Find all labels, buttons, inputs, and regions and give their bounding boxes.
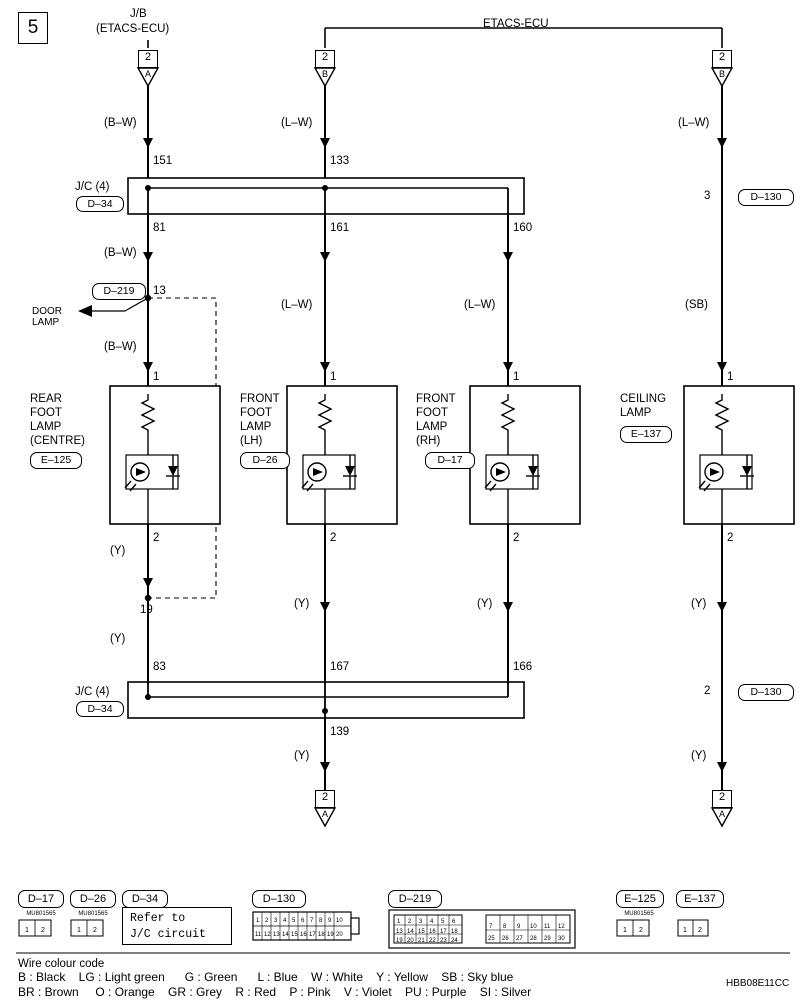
pin-number-81: 81 bbox=[153, 222, 166, 234]
connector-pin-bottom-a1: 2 bbox=[315, 790, 335, 808]
svg-text:17: 17 bbox=[440, 929, 447, 935]
svg-text:1: 1 bbox=[623, 927, 627, 934]
connector-pin-top-b1: 2 bbox=[315, 50, 335, 68]
svg-text:17: 17 bbox=[309, 932, 316, 938]
svg-text:4: 4 bbox=[283, 918, 287, 924]
svg-text:4: 4 bbox=[430, 919, 434, 925]
lamp-pin-top-1: 1 bbox=[153, 371, 160, 383]
svg-text:14: 14 bbox=[407, 929, 414, 935]
lamp-name-rear-foot-centre: REAR FOOT LAMP (CENTRE) bbox=[30, 393, 85, 447]
footer-note-d34-line2: J/C circuit bbox=[130, 928, 206, 941]
connector-code-d130-bottom: D–130 bbox=[738, 684, 794, 701]
connector-letter-bottom-a2: A bbox=[719, 809, 726, 819]
wire-colour-upper-3: (L–W) bbox=[678, 117, 710, 129]
svg-text:12: 12 bbox=[558, 924, 565, 930]
wire-colour-mid-2: (L–W) bbox=[281, 299, 313, 311]
svg-text:13: 13 bbox=[396, 929, 403, 935]
svg-text:24: 24 bbox=[451, 938, 458, 944]
connector-letter-top-b1: B bbox=[322, 69, 329, 79]
footer-code-e137: E–137 bbox=[676, 890, 724, 908]
svg-text:29: 29 bbox=[544, 936, 551, 942]
svg-text:2: 2 bbox=[698, 927, 702, 934]
svg-text:1: 1 bbox=[25, 927, 29, 934]
wire-colour-upper-2: (L–W) bbox=[281, 117, 313, 129]
wire-colour-y-6: (Y) bbox=[691, 750, 707, 762]
svg-text:12: 12 bbox=[264, 932, 271, 938]
wire-colour-y-1b: (Y) bbox=[110, 633, 126, 645]
svg-text:6: 6 bbox=[301, 918, 305, 924]
svg-text:3: 3 bbox=[419, 919, 423, 925]
svg-text:9: 9 bbox=[517, 924, 521, 930]
lamp-name-front-foot-lh: FRONT FOOT LAMP (LH) bbox=[240, 393, 280, 447]
lamp-pin-bottom-3: 2 bbox=[513, 532, 520, 544]
svg-text:11: 11 bbox=[255, 932, 262, 938]
svg-text:30: 30 bbox=[558, 936, 565, 942]
wire-colour-mid-1: (B–W) bbox=[104, 247, 137, 259]
lamp-pin-top-2: 1 bbox=[330, 371, 337, 383]
lamp-code-e137: E–137 bbox=[620, 426, 672, 443]
jb-label-line1: J/B bbox=[130, 8, 147, 20]
wire-colour-y-3: (Y) bbox=[477, 598, 493, 610]
pin-number-167: 167 bbox=[330, 661, 350, 673]
lamp-pin-bottom-2: 2 bbox=[330, 532, 337, 544]
wire-colour-sb: (SB) bbox=[685, 299, 708, 311]
connector-pin-bottom-a2: 2 bbox=[712, 790, 732, 808]
footer-part-d26: MU801565 bbox=[78, 911, 108, 917]
svg-text:8: 8 bbox=[503, 924, 507, 930]
svg-text:16: 16 bbox=[300, 932, 307, 938]
footer-code-d26: D–26 bbox=[70, 890, 116, 908]
footer-code-e125: E–125 bbox=[616, 890, 664, 908]
pin-number-151: 151 bbox=[153, 155, 173, 167]
svg-text:28: 28 bbox=[530, 936, 537, 942]
svg-text:6: 6 bbox=[452, 919, 456, 925]
pin-number-19: 19 bbox=[140, 604, 153, 616]
lamp-name-ceiling: CEILING LAMP bbox=[620, 393, 667, 419]
connector-letter-top-b2: B bbox=[719, 69, 726, 79]
pin-number-161: 161 bbox=[330, 222, 350, 234]
connector-pin-top-b2: 2 bbox=[712, 50, 732, 68]
footer-connector-icon-d17 bbox=[17, 918, 67, 940]
svg-text:18: 18 bbox=[451, 929, 458, 935]
svg-text:3: 3 bbox=[274, 918, 278, 924]
wire-colour-after-door: (B–W) bbox=[104, 341, 137, 353]
connector-letter-bottom-a1: A bbox=[322, 809, 329, 819]
svg-text:21: 21 bbox=[418, 938, 425, 944]
connector-letter-top-a: A bbox=[145, 69, 152, 79]
jb-label-line2: (ETACS-ECU) bbox=[96, 23, 170, 35]
svg-text:18: 18 bbox=[318, 932, 325, 938]
svg-text:15: 15 bbox=[291, 932, 298, 938]
svg-text:25: 25 bbox=[488, 936, 495, 942]
jc-upper-code: D–34 bbox=[76, 196, 124, 212]
svg-text:5: 5 bbox=[441, 919, 445, 925]
svg-text:26: 26 bbox=[502, 936, 509, 942]
pin-number-139: 139 bbox=[330, 726, 350, 738]
wire-colour-code-title: Wire colour code bbox=[18, 958, 105, 970]
jc-lower-code: D–34 bbox=[76, 701, 124, 717]
svg-text:2: 2 bbox=[265, 918, 269, 924]
wire-colour-y-1: (Y) bbox=[110, 545, 126, 557]
svg-text:8: 8 bbox=[319, 918, 323, 924]
lamp-code-d26: D–26 bbox=[240, 452, 290, 469]
wire-colour-mid-3: (L–W) bbox=[464, 299, 496, 311]
wire-colour-code-line2: BR : Brown O : Orange GR : Grey R : Red P : Pink V : Violet PU : Purple SI : Silver bbox=[18, 985, 532, 999]
wire-colour-y-4: (Y) bbox=[691, 598, 707, 610]
footer-connector-icon-d219 bbox=[388, 906, 588, 952]
svg-text:2: 2 bbox=[93, 927, 97, 934]
svg-text:22: 22 bbox=[429, 938, 436, 944]
pin-number-133: 133 bbox=[330, 155, 350, 167]
footer-connector-icon-d26 bbox=[69, 918, 119, 940]
svg-text:19: 19 bbox=[396, 938, 403, 944]
lamp-code-d17: D–17 bbox=[425, 452, 475, 469]
pin-number-13: 13 bbox=[153, 285, 166, 297]
footer-part-d17: MU801565 bbox=[26, 911, 56, 917]
footer-connector-icon-e137 bbox=[676, 918, 726, 940]
lamp-pin-bottom-4: 2 bbox=[727, 532, 734, 544]
svg-text:7: 7 bbox=[489, 924, 493, 930]
svg-text:1: 1 bbox=[397, 919, 401, 925]
lamp-pin-bottom-1: 2 bbox=[153, 532, 160, 544]
footer-connector-icon-e125 bbox=[615, 918, 665, 940]
svg-text:1: 1 bbox=[77, 927, 81, 934]
footer-connector-icon-d130 bbox=[252, 908, 362, 946]
connector-pin-top-a: 2 bbox=[138, 50, 158, 68]
wire-colour-code-line1: B : Black LG : Light green G : Green L : Blue W : White Y : Yellow SB : Sky blue bbox=[18, 970, 514, 984]
footer-note-d34-line1: Refer to bbox=[130, 912, 186, 925]
pin-number-3: 3 bbox=[704, 190, 711, 202]
svg-text:20: 20 bbox=[407, 938, 414, 944]
drawing-code: HBB08E11CC bbox=[726, 978, 790, 989]
connector-code-d219: D–219 bbox=[92, 283, 146, 300]
svg-text:14: 14 bbox=[282, 932, 289, 938]
svg-text:13: 13 bbox=[273, 932, 280, 938]
footer-code-d130: D–130 bbox=[252, 890, 306, 908]
svg-text:1: 1 bbox=[683, 927, 687, 934]
svg-text:10: 10 bbox=[336, 918, 343, 924]
svg-text:7: 7 bbox=[310, 918, 314, 924]
connector-code-d130-top: D–130 bbox=[738, 189, 794, 206]
lamp-pin-top-4: 1 bbox=[727, 371, 734, 383]
wire-colour-y-2: (Y) bbox=[294, 598, 310, 610]
svg-text:5: 5 bbox=[292, 918, 296, 924]
svg-text:16: 16 bbox=[429, 929, 436, 935]
svg-text:10: 10 bbox=[530, 924, 537, 930]
pin-number-83: 83 bbox=[153, 661, 166, 673]
footer-code-d17: D–17 bbox=[18, 890, 64, 908]
svg-text:2: 2 bbox=[41, 927, 45, 934]
lamp-name-front-foot-rh: FRONT FOOT LAMP (RH) bbox=[416, 393, 456, 447]
pin-number-166: 166 bbox=[513, 661, 533, 673]
svg-text:2: 2 bbox=[408, 919, 412, 925]
footer-code-d34: D–34 bbox=[122, 890, 168, 908]
pin-number-2-right: 2 bbox=[704, 685, 711, 697]
footer-part-e125: MU801565 bbox=[624, 911, 654, 917]
svg-text:27: 27 bbox=[516, 936, 523, 942]
svg-text:1: 1 bbox=[256, 918, 260, 924]
wire-colour-y-5: (Y) bbox=[294, 750, 310, 762]
footer-code-d219: D–219 bbox=[388, 890, 442, 908]
jc-upper-title: J/C (4) bbox=[75, 181, 110, 193]
svg-text:11: 11 bbox=[544, 924, 551, 930]
page-number: 5 bbox=[18, 12, 48, 44]
svg-text:9: 9 bbox=[328, 918, 332, 924]
lamp-pin-top-3: 1 bbox=[513, 371, 520, 383]
pin-number-160: 160 bbox=[513, 222, 533, 234]
jc-lower-title: J/C (4) bbox=[75, 686, 110, 698]
wire-colour-upper-1: (B–W) bbox=[104, 117, 137, 129]
svg-text:2: 2 bbox=[639, 927, 643, 934]
door-lamp-label: DOOR LAMP bbox=[32, 306, 62, 328]
lamp-code-e125: E–125 bbox=[30, 452, 82, 469]
etacs-ecu-label: ETACS-ECU bbox=[483, 18, 549, 30]
svg-text:15: 15 bbox=[418, 929, 425, 935]
svg-text:19: 19 bbox=[327, 932, 334, 938]
svg-text:23: 23 bbox=[440, 938, 447, 944]
svg-text:20: 20 bbox=[336, 932, 343, 938]
